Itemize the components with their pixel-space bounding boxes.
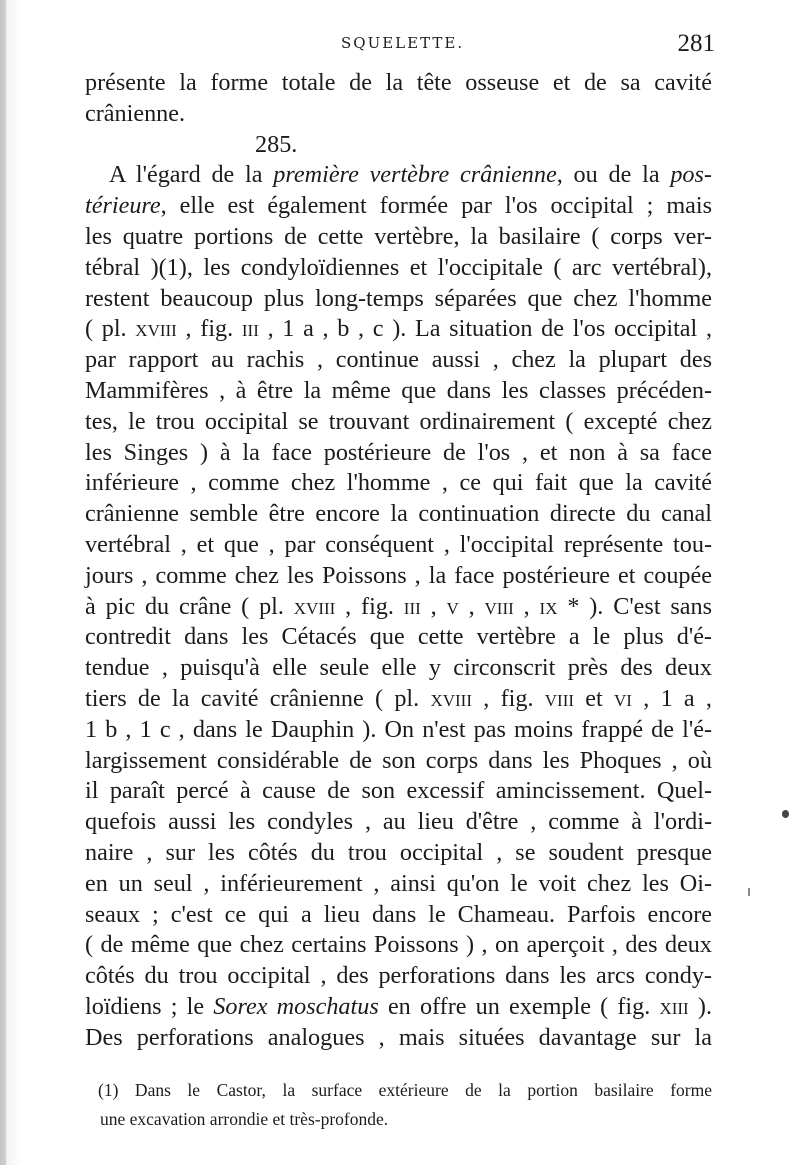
text-segment: Mammifères , à être la même que dans les classes précéden- [85,376,712,404]
text-segment: 1 b , 1 c , dans le Dauphin ). On n'est pas moins frappé de l'é- [85,715,712,743]
paragraph [85,160,712,1053]
text-line [85,1023,712,1054]
text-line [85,191,712,222]
roman-numeral: xiii [659,992,689,1020]
text-line [85,561,712,592]
text-segment: vertébral , et que , par conséquent , l'occipital représente tou- [85,530,712,558]
text-segment: * ). C'est sans [557,592,713,620]
text-line [85,284,712,315]
text-line [85,314,712,345]
text-segment: naire , sur les côtés du trou occipital , se soudent presque [85,838,712,866]
running-head: SQUELETTE. [341,34,465,52]
roman-numeral: viii [484,592,514,620]
footnote-line: (1) Dans le Castor, la surface extérieure de la portion basilaire forme [98,1080,712,1100]
text-segment: jours , comme chez les Poissons , la face postérieure et coupée [85,561,712,589]
text-segment: inférieure , comme chez l'homme , ce qui fait que la cavité [85,469,712,497]
page-gutter-shadow [0,0,6,1165]
text-segment: loïdiens ; le [85,992,214,1020]
text-segment: largissement considérable de son corps dans les Phoques , où [85,746,712,774]
footnote-line: une excavation arrondie et très-profonde. [100,1109,389,1129]
italic-text: térieure [85,192,161,220]
roman-numeral: v [446,592,459,620]
text-segment: , [458,592,485,620]
text-line [85,776,712,807]
text-segment: , elle est également formée par l'os occipital ; mais [160,192,712,220]
text-segment: crânienne semble être encore la continuation directe du canal [85,500,712,528]
text-line [85,499,712,530]
text-line [85,222,712,253]
text-segment: côtés du trou occipital , des perforations dans les arcs condy- [85,962,712,990]
text-segment: , [513,592,540,620]
text-line [85,407,712,438]
text-segment: , fig. [472,684,545,712]
text-segment: en un seul , inférieurement , ainsi qu'on le voit chez les Oi- [85,869,712,897]
text-segment: seaux ; c'est ce qui a lieu dans le Chameau. Parfois encore [85,900,712,928]
text-line [85,376,712,407]
text-segment: tes, le trou occipital se trouvant ordinairement ( excepté chez [85,407,712,435]
text-line [85,869,712,900]
footnote [98,1076,712,1134]
text-segment: ). [688,992,712,1020]
text-segment: , fig. [176,315,242,343]
text-line [85,592,712,623]
text-segment: et [574,684,615,712]
italic-text: première vertèbre crânienne [273,161,557,189]
text-line: crânienne. [85,99,186,127]
text-line [85,438,712,469]
text-segment: les quatre portions de cette vertèbre, la basilaire ( corps ver- [85,222,712,250]
text-segment: tiers de la cavité crânienne ( pl. [85,684,431,712]
roman-numeral: ix [539,592,558,620]
text-segment: Des perforations analogues , mais situées davantage sur la [85,1023,712,1051]
text-line [85,622,712,653]
text-segment: ( pl. [85,315,136,343]
text-segment: les Singes ) à la face postérieure de l'os , et non à sa face [85,438,712,466]
text-line [85,807,712,838]
text-line [85,684,712,715]
text-segment: il paraît percé à cause de son excessif amincissement. Quel- [85,777,712,805]
text-line [85,715,712,746]
text-segment: restent beaucoup plus long-temps séparées que chez l'homme [85,284,712,312]
roman-numeral: iii [403,592,421,620]
text-segment: en offre un exemple ( fig. [378,992,660,1020]
text-segment: , fig. [335,592,404,620]
text-segment: , ou de la [556,161,671,189]
text-segment: tébral )(1), les condyloïdiennes et l'occipitale ( arc vertébral), [85,253,712,281]
roman-numeral: xviii [135,315,177,343]
ink-mark [748,888,750,896]
text-segment: A l'égard de la [109,161,274,189]
text-segment: quefois aussi les condyles , au lieu d'être , comme à l'ordi- [85,808,712,836]
roman-numeral: xviii [430,684,472,712]
roman-numeral: vi [614,684,632,712]
page-number: 281 [677,30,715,57]
text-line [85,900,712,931]
roman-numeral: iii [241,315,259,343]
italic-text: Sorex moschatus [213,992,379,1020]
roman-numeral: viii [544,684,575,712]
text-segment: contredit dans les Cétacés que cette vertèbre a le plus d'é- [85,623,712,651]
text-segment: , [420,592,447,620]
text-line [85,345,712,376]
page-header [85,30,715,60]
text-line [85,653,712,684]
text-segment: , 1 a , b , c ). La situation de l'os occipital , [258,315,712,343]
text-segment: , 1 a , [631,684,712,712]
text-line [85,961,712,992]
section-number: 285. [255,130,298,158]
text-line [85,530,712,561]
page-body [85,68,712,1054]
text-line [85,468,712,499]
text-line [85,930,712,961]
text-line [85,746,712,777]
ink-speck [782,810,789,818]
text-segment: ( de même que chez certains Poissons ) , on aperçoit , des deux [85,931,712,959]
roman-numeral: xviii [293,592,336,620]
italic-text: pos- [670,161,712,189]
text-line [85,160,712,191]
text-line: présente la forme totale de la tête osseuse et de sa cavité [85,69,712,96]
text-segment: tendue , puisqu'à elle seule elle y circonscrit près des deux [85,654,712,682]
text-segment: à pic du crâne ( pl. [85,592,294,620]
text-line [85,253,712,284]
text-segment: par rapport au rachis , continue aussi , chez la plupart des [85,346,712,374]
text-line [85,992,712,1023]
text-line [85,838,712,869]
